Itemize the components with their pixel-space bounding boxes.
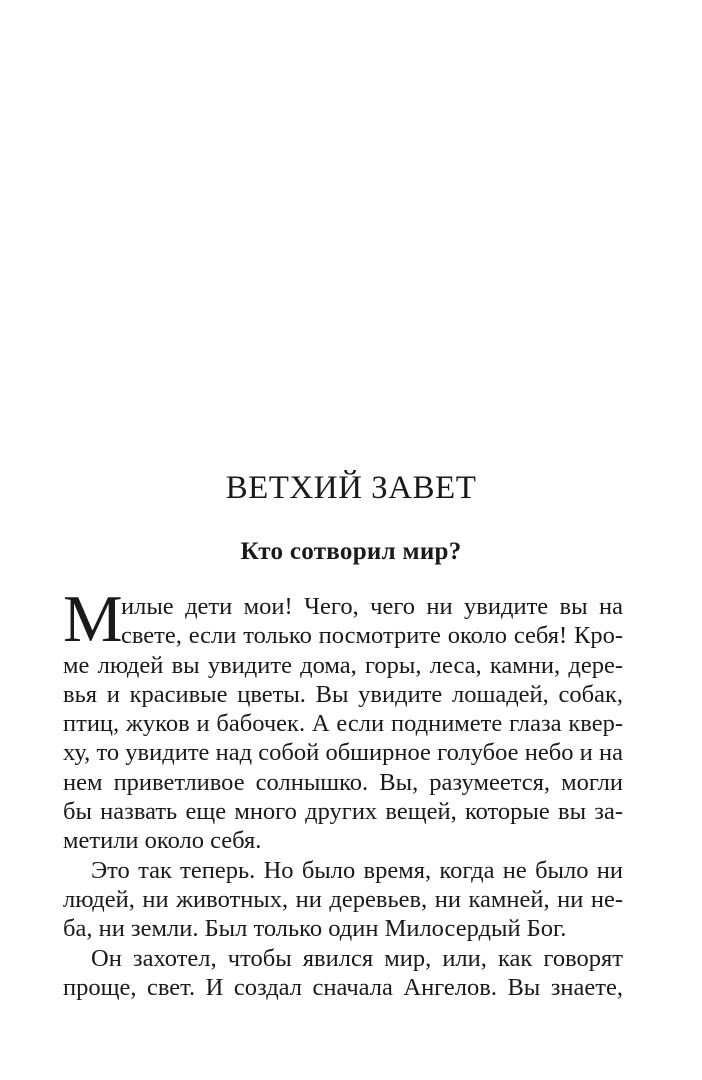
section-title: ВЕТХИЙ ЗАВЕТ — [225, 470, 477, 506]
text-line: бы назвать еще много других вещей, которые вы за- — [63, 798, 623, 826]
text-line: нем приветливое солнышко. Вы, разумеется, могли — [63, 768, 623, 796]
text-line: Это так теперь. Но было время, когда не было ни — [91, 856, 623, 884]
body-text — [63, 582, 623, 1002]
text-line: птиц, жуков и бабочек. А если поднимете глаза квер- — [63, 710, 623, 738]
text-line: людей, ни животных, ни деревьев, ни камней, ни не- — [63, 885, 623, 913]
text-line: метили около себя. — [63, 827, 262, 855]
text-line: Он захотел, чтобы явился мир, или, как говорят — [91, 944, 623, 972]
chapter-title: Кто сотворил мир? — [240, 538, 462, 565]
text-line: ме людей вы увидите дома, горы, леса, камни, дере- — [63, 651, 623, 679]
text-line: ху, то увидите над собой обширное голубое небо и на — [63, 739, 623, 767]
text-line: вья и красивые цветы. Вы увидите лошадей, собак, — [63, 680, 623, 708]
text-line: ба, ни земли. Был только один Милосердый Бог. — [63, 915, 567, 943]
drop-cap: М — [63, 582, 123, 656]
text-line: свете, если только посмотрите около себя! Кро- — [121, 622, 623, 650]
text-line: проще, свет. И создал сначала Ангелов. Вы знаете, — [63, 973, 623, 1001]
text-line-content: илые дети мои! Чего, чего ни увидите вы на — [121, 593, 623, 620]
